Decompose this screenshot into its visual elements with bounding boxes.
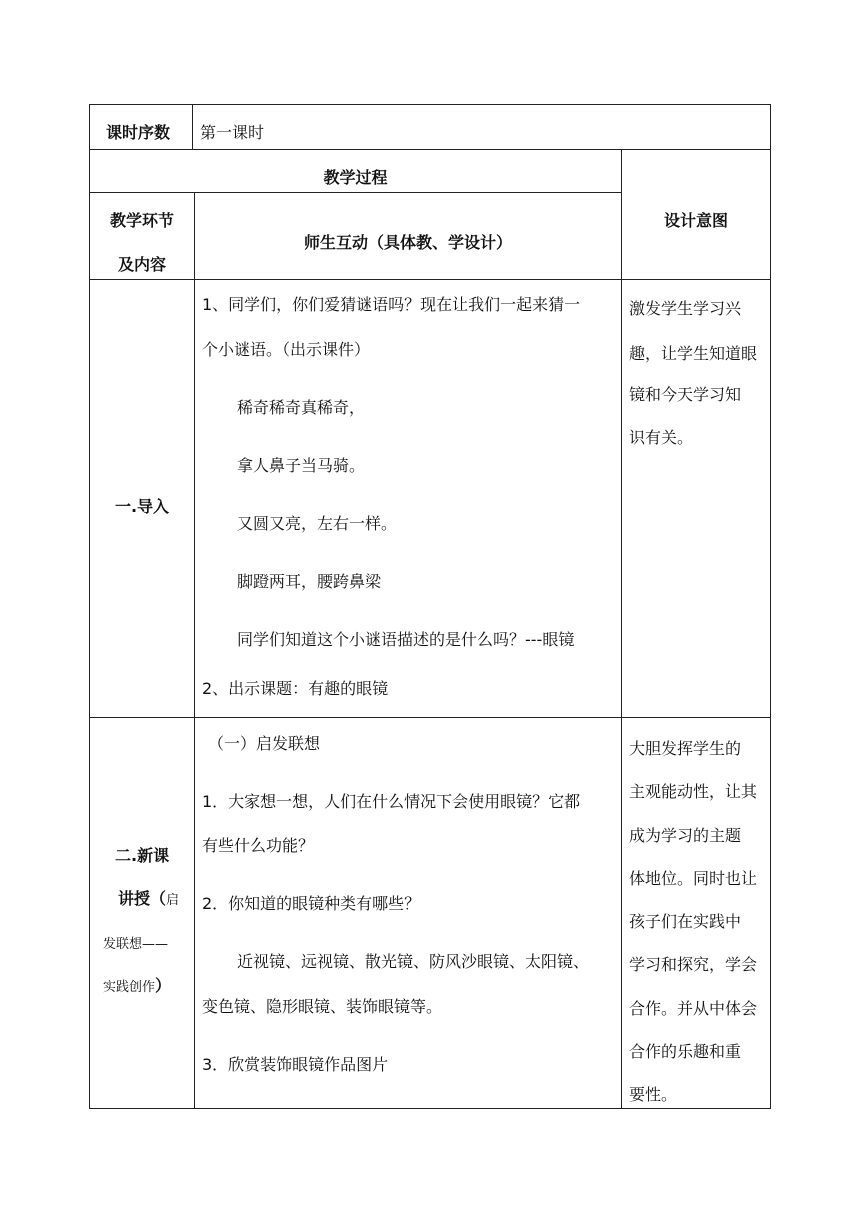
section2-line: 变色镜、隐形眼镜、装饰眼镜等。 xyxy=(202,997,443,1016)
section2-line: 3．欣赏装饰眼镜作品图片 xyxy=(202,1055,389,1074)
section1-line: 稀奇稀奇真稀奇， xyxy=(237,398,366,417)
section1-title: 一.导入 xyxy=(114,497,170,516)
section1-line: 又圆又亮，左右一样。 xyxy=(237,514,398,533)
section2-title-line2 xyxy=(118,889,179,911)
section2-title-line3: 发联想—— xyxy=(103,937,169,952)
section2-intent-line: 体地位。同时也让 xyxy=(629,869,758,888)
section1-intent-line: 激发学生学习兴 xyxy=(629,299,742,318)
section2-title-line1: 二.新课 xyxy=(115,846,170,865)
table-row-divider xyxy=(89,149,771,150)
table-border-bottom xyxy=(89,1108,771,1109)
section2-title-line4 xyxy=(103,976,171,998)
section2-intent-line: 主观能动性，让其 xyxy=(629,782,758,801)
interaction-heading: 师生互动（具体教、学设计） xyxy=(303,233,512,252)
section2-intent-line: 大胆发挥学生的 xyxy=(629,739,742,758)
section1-intent-line: 趣，让学生知道眼 xyxy=(629,344,758,363)
section1-line: 2、出示课题：有趣的眼镜 xyxy=(202,679,389,698)
teaching-process-heading: 教学过程 xyxy=(323,168,388,187)
section-heading-line2: 及内容 xyxy=(117,255,166,274)
section1-line: 拿人鼻子当马骑。 xyxy=(237,456,366,475)
section2-title-bold2: ） xyxy=(155,976,172,995)
table-row-divider xyxy=(89,279,771,280)
section2-intent-line: 学习和探究，学会 xyxy=(629,955,758,974)
table-col-divider xyxy=(194,192,195,1109)
section2-intent-line: 合作的乐趣和重 xyxy=(629,1042,742,1061)
design-intent-heading: 设计意图 xyxy=(663,211,728,230)
section2-title-bold: 讲授（ xyxy=(118,889,167,908)
table-col-divider xyxy=(621,149,622,1109)
section1-intent-line: 识有关。 xyxy=(629,428,694,447)
section2-line: 有些什么功能？ xyxy=(202,836,315,855)
table-row-divider xyxy=(89,192,622,193)
table-row-divider xyxy=(89,717,771,718)
section2-intent-line: 要性。 xyxy=(629,1085,678,1104)
section2-line: 2．你知道的眼镜种类有哪些？ xyxy=(202,894,421,913)
section2-title-small: 启 xyxy=(166,893,180,908)
section1-line: 同学们知道这个小谜语描述的是什么吗？---眼镜 xyxy=(237,630,575,649)
lesson-order-label: 课时序数 xyxy=(106,123,171,142)
table-border-right xyxy=(770,104,771,1109)
section2-intent-line: 孩子们在实践中 xyxy=(629,912,742,931)
section2-line: 1．大家想一想，人们在什么情况下会使用眼镜？它都 xyxy=(202,792,581,811)
section1-line: 1、同学们，你们爱猜谜语吗？现在让我们一起来猜一 xyxy=(202,295,581,314)
section1-line: 脚蹬两耳，腰跨鼻梁 xyxy=(237,572,382,591)
section2-intent-line: 成为学习的主题 xyxy=(629,826,742,845)
lesson-order-value: 第一课时 xyxy=(200,123,265,142)
section1-line: 个小谜语。（出示课件） xyxy=(202,340,371,359)
section1-intent-line: 镜和今天学习知 xyxy=(629,385,742,404)
section2-line: （一）启发联想 xyxy=(208,734,321,753)
section-heading-line1: 教学环节 xyxy=(109,211,174,230)
table-col-divider xyxy=(192,104,193,149)
section2-intent-line: 合作。并从中体会 xyxy=(629,999,758,1018)
section2-line: 近视镜、远视镜、散光镜、防风沙眼镜、太阳镜、 xyxy=(237,952,590,971)
section2-title-small2: 实践创作 xyxy=(103,980,156,995)
